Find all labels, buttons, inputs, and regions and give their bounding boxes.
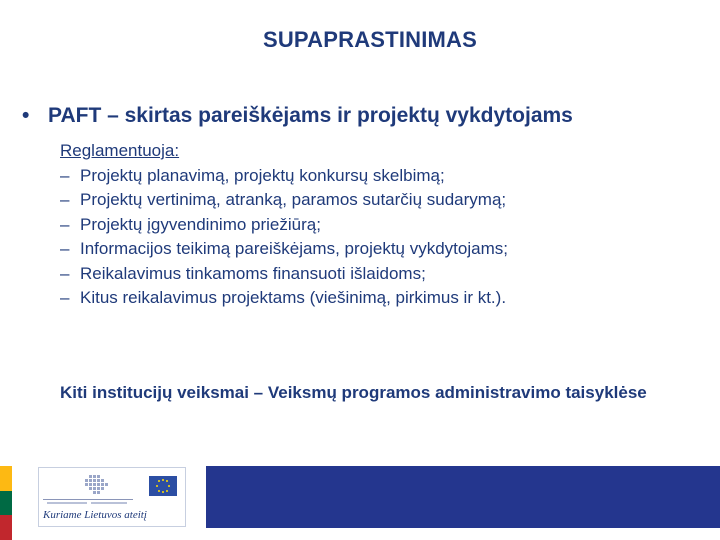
dash-icon: – [60, 165, 70, 185]
list-item-text: Projektų vertinimą, atranką, paramos sutarčių sudarymą; [80, 190, 507, 209]
main-bullet-text: PAFT – skirtas pareiškėjams ir projektų vykdytojams [48, 104, 573, 127]
list-item-text: Reikalavimus tinkamoms finansuoti išlaidoms; [80, 263, 426, 283]
dash-icon: – [60, 263, 70, 283]
list-item [60, 237, 508, 262]
list-item-text: Projektų įgyvendinimo priežiūrą; [80, 214, 321, 234]
list-item-text: Informacijos teikimą pareiškėjams, projektų vykdytojams; [80, 239, 508, 258]
dash-icon: – [60, 288, 70, 307]
list-item-text: Kitus reikalavimus projektams (viešinimą, pirkimus ir kt.). [80, 288, 507, 307]
main-bullet [22, 104, 573, 128]
list-item [60, 262, 508, 287]
list-item [60, 164, 508, 189]
flag-yellow-band [0, 466, 12, 491]
footer-blue-bar [206, 466, 720, 528]
list-item [60, 213, 508, 238]
bullet-icon: • [22, 104, 30, 127]
other-actions-note: Kiti institucijų veiksmai – Veiksmų programos administravimo taisyklėse [60, 383, 647, 402]
ministry-eu-logo [38, 467, 186, 527]
eu-flag-icon [149, 476, 177, 496]
dash-icon: – [60, 214, 70, 234]
list-item [60, 188, 508, 213]
flag-red-band [0, 515, 12, 540]
lithuania-flag-stripe [0, 466, 12, 540]
ministry-map-icon [43, 471, 135, 505]
dash-icon: – [60, 239, 70, 258]
regulates-heading: Reglamentuoja: [60, 141, 180, 160]
dash-icon: – [60, 190, 70, 209]
flag-green-band [0, 491, 12, 516]
regulates-block [60, 139, 508, 311]
list-item [60, 286, 508, 311]
logo-tagline: Kuriame Lietuvos ateitį [43, 509, 147, 521]
list-item-text: Projektų planavimą, projektų konkursų skelbimą; [80, 165, 445, 185]
slide-title: SUPAPRASTINIMAS [262, 27, 478, 52]
